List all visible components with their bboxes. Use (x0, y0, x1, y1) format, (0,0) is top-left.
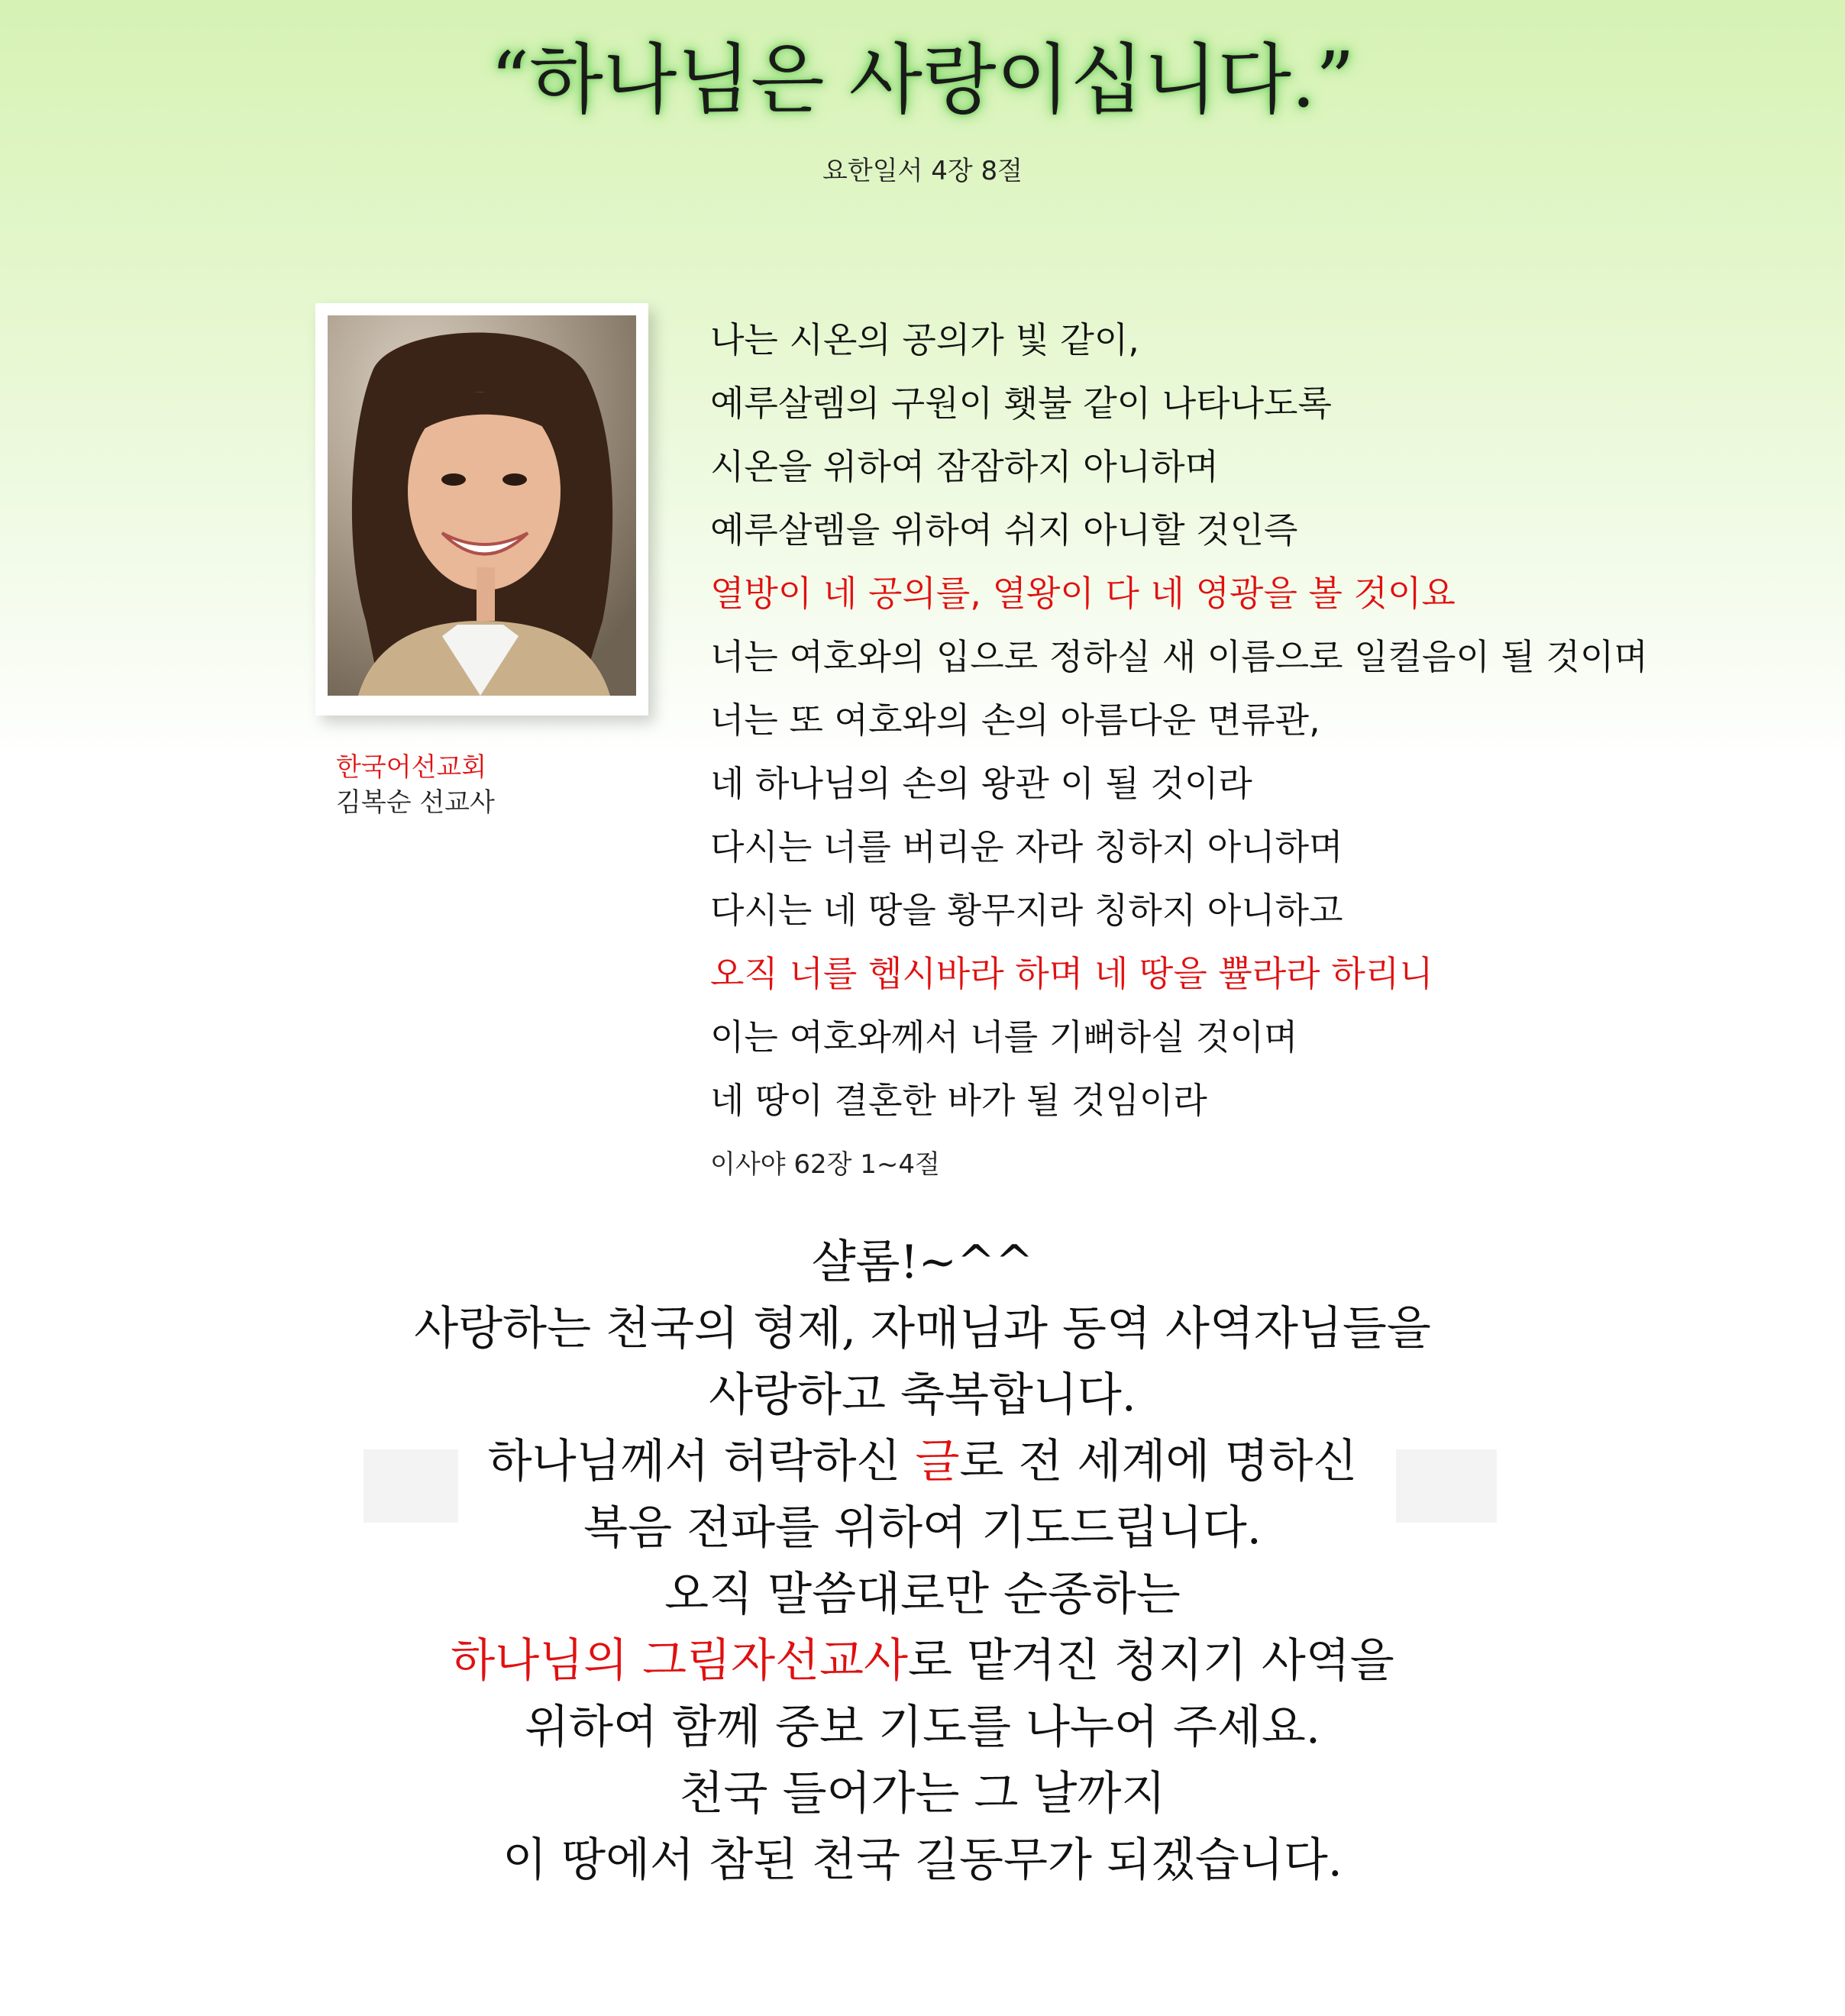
letter-line: 사랑하는 천국의 형제, 자매님과 동역 사역자님들을 (414, 1302, 1431, 1355)
letter-red-text: 글 (915, 1435, 960, 1488)
letter-line (0, 1429, 1845, 1495)
scripture-line: 나는 시온의 공의가 빛 같이, (710, 319, 1139, 360)
letter-line: 복음 전파를 위하여 기도드립니다. (583, 1501, 1262, 1555)
scripture-line-highlight: 열방이 네 공의를, 열왕이 다 네 영광을 볼 것이요 (710, 573, 1456, 614)
letter-line: 이 땅에서 참된 천국 길동무가 되겠습니다. (502, 1833, 1343, 1887)
letter-line: 위하여 함께 중보 기도를 나누어 주세요. (525, 1701, 1320, 1754)
letter-line: 사랑하고 축복합니다. (709, 1368, 1136, 1422)
scripture-reference: 이사야 62장 1~4절 (710, 1149, 940, 1180)
letter-line (0, 1628, 1845, 1695)
scripture-line: 이는 여호와께서 너를 기뻐하실 것이며 (710, 1016, 1298, 1058)
profile-name: 김복순 선교사 (336, 787, 495, 818)
profile-photo (328, 315, 636, 696)
scripture-passage (710, 309, 1703, 1181)
scripture-line: 네 땅이 결혼한 바가 될 것임이라 (710, 1080, 1207, 1121)
scripture-line-highlight: 오직 너를 헵시바라 하며 네 땅을 쁄라라 하리니 (710, 953, 1433, 994)
scripture-line: 너는 또 여호와의 손의 아름다운 면류관, (710, 699, 1320, 741)
page-title: “하나님은 사랑이십니다.” (490, 35, 1355, 124)
scripture-line: 다시는 너를 버리운 자라 칭하지 아니하며 (710, 826, 1343, 867)
letter-text: 로 전 세계에 명하신 (959, 1435, 1358, 1488)
profile-caption (336, 750, 495, 820)
scripture-line: 네 하나님의 손의 왕관 이 될 것이라 (710, 763, 1252, 804)
scripture-line: 예루살렘의 구원이 횃불 같이 나타나도록 (710, 383, 1332, 424)
portrait-image (328, 315, 636, 696)
profile-photo-frame (315, 303, 648, 716)
profile-organization: 한국어선교회 (336, 752, 487, 783)
scripture-line: 시온을 위하여 잠잠하지 아니하며 (710, 446, 1219, 487)
letter-text: 로 맡겨진 청지기 사역을 (907, 1634, 1394, 1688)
scripture-line: 예루살렘을 위하여 쉬지 아니할 것인즉 (710, 509, 1298, 551)
scripture-line: 다시는 네 땅을 황무지라 칭하지 아니하고 (710, 890, 1343, 931)
letter-text: 하나님께서 허락하신 (487, 1435, 916, 1488)
letter-line: 천국 들어가는 그 날까지 (679, 1767, 1166, 1821)
greeting-letter (0, 1229, 1845, 1894)
letter-greeting: 샬롬!~^^ (811, 1236, 1034, 1289)
scripture-line: 너는 여호와의 입으로 정하실 새 이름으로 일컬음이 될 것이며 (710, 636, 1648, 677)
title-reference: 요한일서 4장 8절 (822, 156, 1023, 186)
letter-line: 오직 말씀대로만 순종하는 (664, 1568, 1181, 1621)
letter-red-text: 하나님의 그림자선교사 (451, 1634, 908, 1688)
